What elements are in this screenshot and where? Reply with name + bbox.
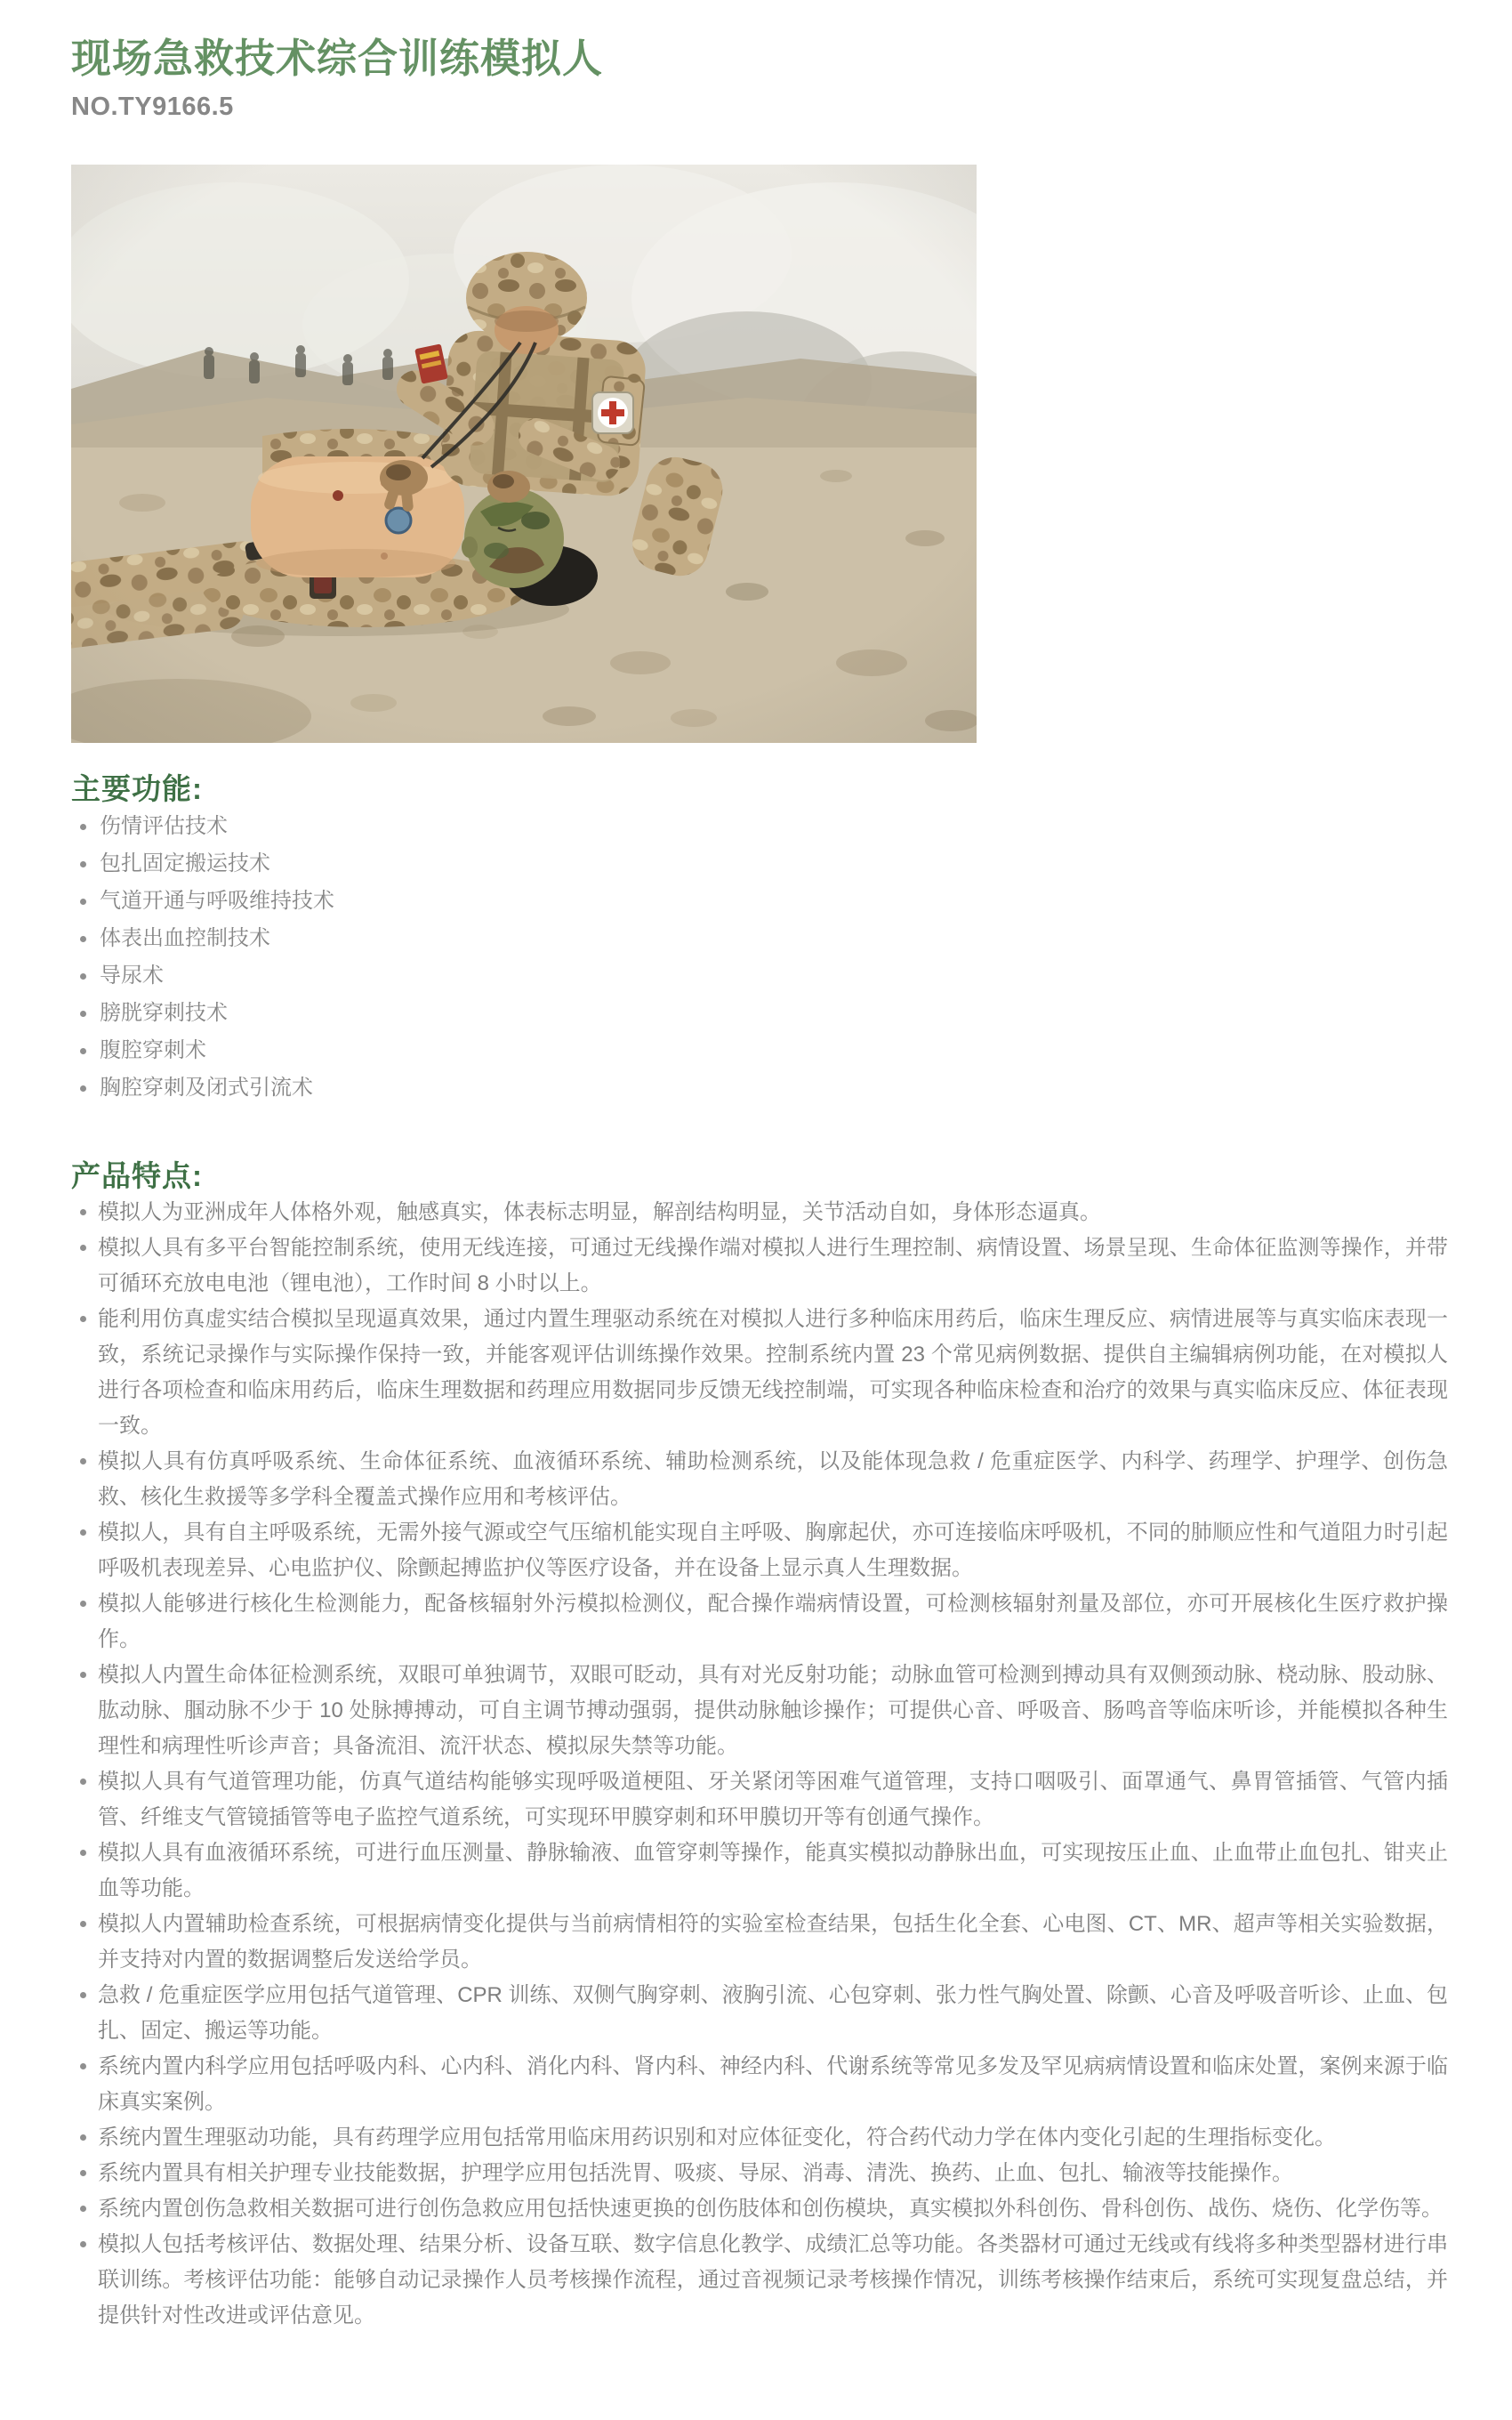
function-item-label: 胸腔穿刺及闭式引流术 (100, 1076, 313, 1100)
bullet-icon (80, 2063, 86, 2069)
feature-item (71, 1764, 1448, 1835)
function-item-label: 包扎固定搬运技术 (100, 851, 270, 875)
feature-item (71, 1978, 1448, 2049)
feature-item (71, 2191, 1448, 2227)
feature-item-text: 系统内置具有相关护理专业技能数据，护理学应用包括洗胃、吸痰、导尿、消毒、清洗、换药、止血、包扎、输液等技能操作。 (98, 2161, 1293, 2185)
photo-vignette (71, 165, 977, 743)
bullet-icon (80, 1085, 86, 1092)
bullet-icon (80, 1048, 86, 1054)
feature-item (71, 2227, 1448, 2334)
function-item-label: 膀胱穿刺技术 (100, 1001, 228, 1025)
bullet-icon (80, 1011, 86, 1017)
product-features-heading: 产品特点: (71, 1159, 203, 1192)
feature-item (71, 1835, 1448, 1907)
bullet-icon (80, 861, 86, 867)
feature-item-text: 模拟人具有仿真呼吸系统、生命体征系统、血液循环系统、辅助检测系统，以及能体现急救 / 危重症医学、内科学、药理学、护理学、创伤急救、核化生救援等多学科全覆盖式操作应用和考核评估。 (98, 1449, 1448, 1509)
product-features-list (71, 1195, 1448, 2334)
bullet-icon (80, 1458, 86, 1464)
bullet-icon (80, 973, 86, 980)
feature-item (71, 1907, 1448, 1978)
function-item-label: 导尿术 (100, 964, 164, 988)
feature-item (71, 1195, 1448, 1230)
bullet-icon (80, 2241, 86, 2247)
bullet-icon (80, 1529, 86, 1536)
bullet-icon (80, 1779, 86, 1785)
feature-item-text: 模拟人为亚洲成年人体格外观，触感真实，体表标志明显，解剖结构明显，关节活动自如，身体形态逼真。 (98, 1200, 1101, 1224)
feature-item-text: 模拟人内置辅助检查系统，可根据病情变化提供与当前病情相符的实验室检查结果，包括生化全套、心电图、CT、MR、超声等相关实验数据，并支持对内置的数据调整后发送给学员。 (98, 1912, 1448, 1972)
function-item-label: 气道开通与呼吸维持技术 (100, 889, 334, 913)
product-features-section (71, 1153, 1448, 2334)
function-item (71, 845, 1448, 883)
function-item (71, 995, 1448, 1032)
feature-item-text: 模拟人包括考核评估、数据处理、结果分析、设备互联、数字信息化教学、成绩汇总等功能。各类器材可通过无线或有线将多种类型器材进行串联训练。考核评估功能：能够自动记录操作人员考核操作流程，通过音视频记录考核操作情况，训练考核操作结束后，系统可实现复盘总结，并提供针对性改进或评估意见。 (98, 2232, 1448, 2327)
bullet-icon (80, 2170, 86, 2176)
bullet-icon (80, 1850, 86, 1856)
function-item (71, 957, 1448, 995)
function-item-label: 腹腔穿刺术 (100, 1038, 206, 1062)
bullet-icon (80, 1316, 86, 1322)
main-functions-section (71, 766, 1448, 1107)
feature-item-text: 系统内置创伤急救相关数据可进行创伤急救应用包括快速更换的创伤肢体和创伤模块，真实模拟外科创伤、骨科创伤、战伤、烧伤、化学伤等。 (98, 2197, 1443, 2221)
feature-item (71, 2049, 1448, 2120)
feature-item-text: 模拟人具有多平台智能控制系统，使用无线连接，可通过无线操作端对模拟人进行生理控制、病情设置、场景呈现、生命体征监测等操作，并带可循环充放电电池（锂电池），工作时间 8 小时以上。 (98, 1236, 1448, 1295)
function-item (71, 1032, 1448, 1069)
feature-item-text: 急救 / 危重症医学应用包括气道管理、CPR 训练、双侧气胸穿刺、液胸引流、心包穿刺、张力性气胸处置、除颤、心音及呼吸音听诊、止血、包扎、固定、搬运等功能。 (98, 1983, 1448, 2043)
function-item (71, 808, 1448, 845)
function-item-label: 伤情评估技术 (100, 814, 228, 838)
bullet-icon (80, 899, 86, 905)
bullet-icon (80, 1209, 86, 1215)
bullet-icon (80, 824, 86, 830)
main-functions-list (71, 808, 1448, 1107)
feature-item (71, 1302, 1448, 1444)
feature-item-text: 模拟人具有血液循环系统，可进行血压测量、静脉输液、血管穿刺等操作，能真实模拟动静脉出血，可实现按压止血、止血带止血包扎、钳夹止血等功能。 (98, 1841, 1448, 1900)
feature-item-text: 系统内置内科学应用包括呼吸内科、心内科、消化内科、肾内科、神经内科、代谢系统等常见多发及罕见病病情设置和临床处置，案例来源于临床真实案例。 (98, 2054, 1448, 2114)
feature-item (71, 1230, 1448, 1302)
feature-item (71, 2120, 1448, 2156)
function-item (71, 1069, 1448, 1107)
feature-item (71, 1586, 1448, 1658)
function-item-label: 体表出血控制技术 (100, 926, 270, 950)
page-header (71, 36, 1448, 122)
page-title: 现场急救技术综合训练模拟人 (71, 36, 604, 81)
bullet-icon (80, 1992, 86, 1998)
bullet-icon (80, 1601, 86, 1607)
function-item (71, 920, 1448, 957)
feature-item-text: 模拟人内置生命体征检测系统，双眼可单独调节，双眼可眨动，具有对光反射功能；动脉血管可检测到搏动具有双侧颈动脉、桡动脉、股动脉、肱动脉、腘动脉不少于 10 处脉搏搏动，可自主调节搏动强弱，提供动脉触诊操作；可提供心音、呼吸音、肠鸣音等临床听诊，并能模拟各种生理性和病理性听诊声音；具备流泪、流汗状态、模拟尿失禁等功能。 (98, 1663, 1448, 1758)
main-functions-heading: 主要功能: (71, 772, 203, 805)
feature-item-text: 能利用仿真虚实结合模拟呈现逼真效果，通过内置生理驱动系统在对模拟人进行多种临床用药后，临床生理反应、病情进展等与真实临床表现一致，系统记录操作与实际操作保持一致，并能客观评估训练操作效果。控制系统内置 23 个常见病例数据、提供自主编辑病例功能，在对模拟人进行各项检查和临床用药后，临床生理数据和药理应用数据同步反馈无线控制端，可实现各种临床检查和治疗的效果与真实临床反应、体征表现一致。 (98, 1307, 1448, 1438)
feature-item-text: 模拟人能够进行核化生检测能力，配备核辐射外污模拟检测仪，配合操作端病情设置，可检测核辐射剂量及部位，亦可开展核化生医疗救护操作。 (98, 1592, 1448, 1651)
bullet-icon (80, 2134, 86, 2141)
feature-item (71, 1515, 1448, 1586)
feature-item-text: 模拟人具有气道管理功能，仿真气道结构能够实现呼吸道梗阻、牙关紧闭等困难气道管理，支持口咽吸引、面罩通气、鼻胃管插管、气管内插管、纤维支气管镜插管等电子监控气道系统，可实现环甲膜穿刺和环甲膜切开等有创通气操作。 (98, 1770, 1448, 1829)
bullet-icon (80, 1672, 86, 1678)
feature-item (71, 2156, 1448, 2191)
product-photo-illustration (71, 165, 977, 743)
bullet-icon (80, 1245, 86, 1251)
function-item (71, 883, 1448, 920)
feature-item (71, 1444, 1448, 1515)
bullet-icon (80, 936, 86, 942)
product-photo (71, 165, 977, 743)
feature-item (71, 1658, 1448, 1764)
bullet-icon (80, 1921, 86, 1927)
feature-item-text: 模拟人，具有自主呼吸系统，无需外接气源或空气压缩机能实现自主呼吸、胸廓起伏，亦可连接临床呼吸机，不同的肺顺应性和气道阻力时引起呼吸机表现差异、心电监护仪、除颤起搏监护仪等医疗设备，并在设备上显示真人生理数据。 (98, 1521, 1448, 1580)
feature-item-text: 系统内置生理驱动功能，具有药理学应用包括常用临床用药识别和对应体征变化，符合药代动力学在体内变化引起的生理指标变化。 (98, 2126, 1336, 2150)
bullet-icon (80, 2206, 86, 2212)
model-number: NO.TY9166.5 (71, 93, 234, 121)
